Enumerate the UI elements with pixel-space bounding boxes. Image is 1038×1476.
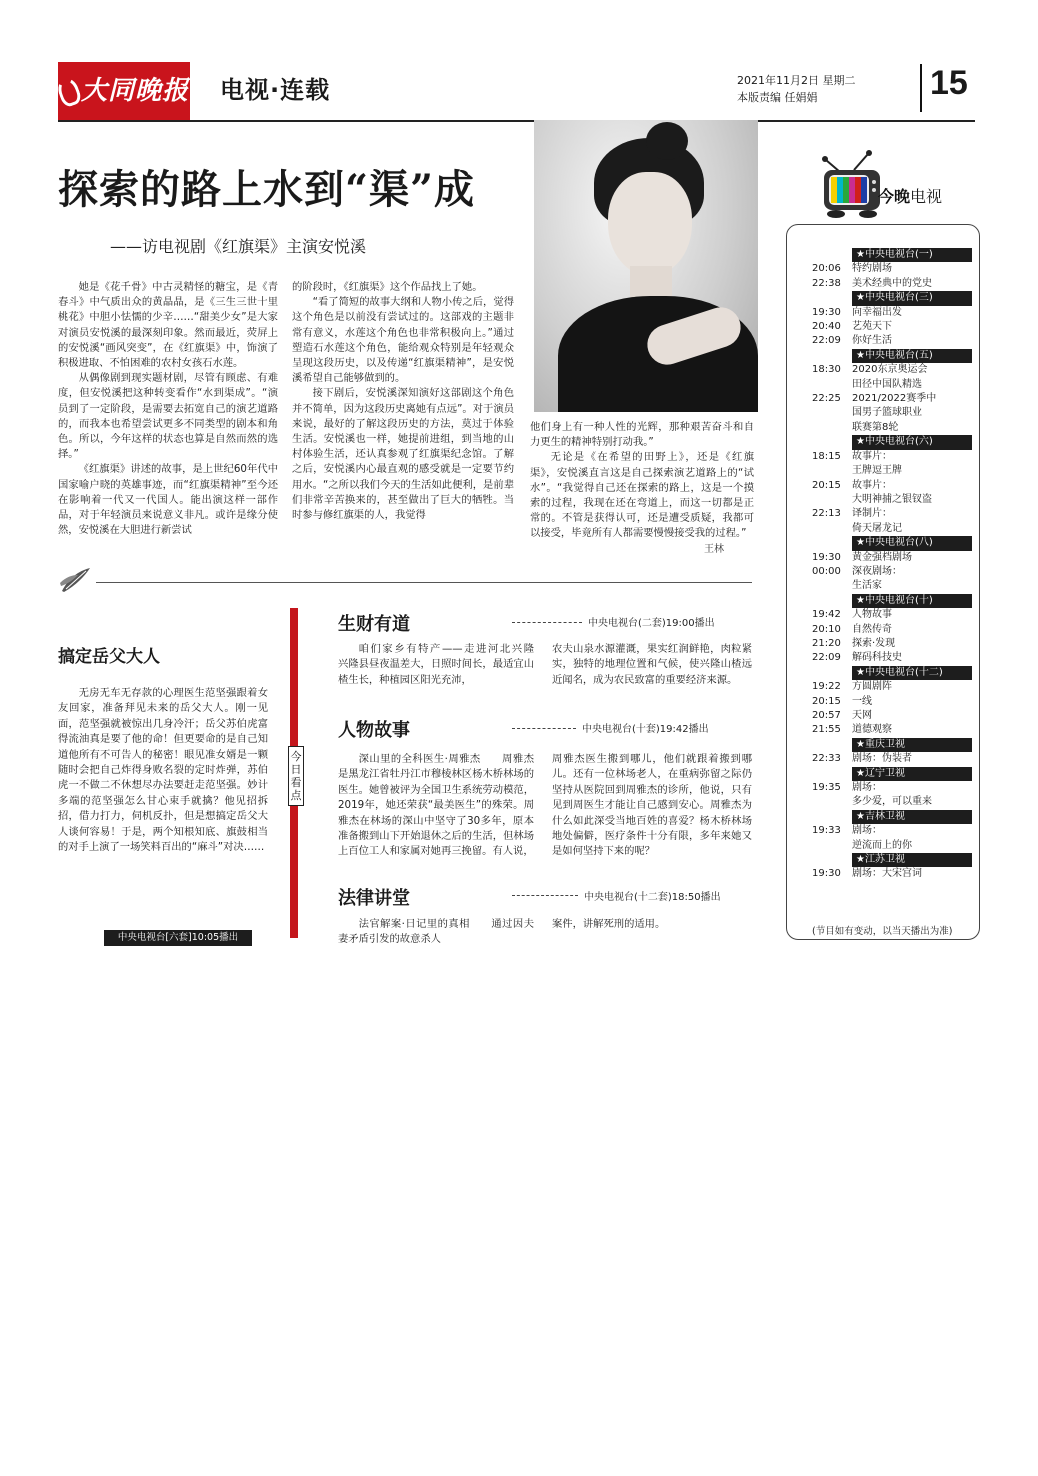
guide-program: 国男子篮球职业 — [852, 407, 922, 419]
program-text-left — [338, 752, 534, 860]
guide-time: 19:30 — [812, 551, 841, 563]
guide-item — [812, 680, 972, 694]
program-title: 法律讲堂 — [338, 888, 410, 909]
guide-item — [812, 479, 972, 493]
guide-program: 艺苑天下 — [852, 321, 892, 333]
program-title: 生财有道 — [338, 614, 410, 635]
paragraph: 无论是《在希望的田野上》，还是《红旗渠》，安悦溪直言这是自己探索演艺道路上的“试水”。“我觉得自己还在探索的路上，这是一个摸索的过程，我现在还在弯道上，而这一切都是正常的。不管是获得认可，还是遭受质疑，我都可以接受，毕竟所有人都需要慢慢接受我的过程。” — [530, 451, 754, 540]
guide-item — [812, 320, 972, 334]
guide-program: 剧场：大宋宫词 — [852, 868, 922, 880]
guide-item — [812, 421, 972, 435]
guide-item — [812, 464, 972, 478]
article-byline: 王林 — [704, 544, 724, 555]
guide-item — [812, 262, 972, 276]
guide-item — [812, 378, 972, 392]
paragraph: 咱们家乡有特产——走进河北兴隆 兴隆县昼夜温差大，日照时间长，最适宜山楂生长，种植园区阳光充沛， — [338, 643, 555, 686]
program-broadcast-info: 中央电视台(十二套)18:50播出 — [584, 892, 721, 903]
guide-program: 译制片： — [852, 508, 892, 520]
guide-time — [812, 579, 852, 593]
article-column-3 — [530, 420, 754, 542]
guide-program: 生活家 — [852, 580, 882, 592]
guide-time — [812, 795, 852, 809]
guide-time: 20:15 — [812, 479, 841, 491]
channel-header: ★辽宁卫视 — [852, 767, 972, 781]
guide-item — [812, 623, 972, 637]
guide-item — [812, 795, 972, 809]
header-rule — [58, 120, 975, 122]
channel-header: ★中央电视台(三) — [852, 291, 972, 305]
newspaper-logo — [58, 62, 190, 120]
page-number: 15 — [930, 64, 968, 102]
guide-program: 自然传奇 — [852, 623, 892, 635]
guide-item — [812, 781, 972, 795]
guide-item — [812, 651, 972, 665]
guide-item — [812, 723, 972, 737]
guide-time — [812, 839, 852, 853]
guide-time: 22:38 — [812, 277, 841, 289]
tonight-tv-title — [878, 184, 942, 207]
program-rule — [512, 728, 576, 730]
channel-header: ★重庆卫视 — [852, 738, 972, 752]
tv-title-part: 电视 — [910, 187, 943, 206]
paragraph: 深山里的全科医生·周雅杰 周雅杰是黑龙江省牡丹江市穆棱林区杨木桥林场的医生。她曾被评为全国卫生系统劳动模范，2019年，她还荣获“最美医生”的殊荣。周雅杰在林场的深山中坚守了30多年，原本准备搬到山下开始退休之后的生活，但林场上百位工人和家属对她再三挽留。有人说， — [338, 753, 534, 858]
header-divider — [920, 64, 922, 112]
program-rule — [512, 622, 582, 624]
guide-time: 19:30 — [812, 868, 841, 880]
guide-item — [812, 306, 972, 320]
flame-icon — [55, 75, 83, 108]
guide-item — [812, 406, 972, 420]
article-column-1 — [58, 280, 278, 538]
paragraph: 农夫山泉水源灌溉，果实红润鲜艳，肉粒紧实，独特的地理位置和气候，使兴隆山楂远近闻名，成为农民致富的重要经济来源。 — [552, 643, 752, 686]
side-story-broadcast-tag: 中央电视台[六套]10:05播出 — [104, 930, 252, 946]
logo-text: 大同晚报 — [80, 76, 189, 106]
section-rule — [96, 582, 752, 583]
program-text-left — [338, 917, 534, 948]
guide-time: 19:42 — [812, 609, 841, 621]
guide-program: 2020东京奥运会 — [852, 364, 928, 376]
guide-time: 19:33 — [812, 825, 841, 837]
guide-time — [812, 464, 852, 478]
guide-item — [812, 839, 972, 853]
article-column-2 — [292, 280, 514, 523]
guide-program: 多少爱，可以重来 — [852, 796, 932, 808]
channel-header: ★中央电视台(十二) — [852, 666, 972, 680]
program-text-right — [552, 752, 752, 860]
program-title: 人物故事 — [338, 720, 410, 741]
date-editor-block — [737, 72, 856, 106]
guide-item — [812, 522, 972, 536]
guide-program: 剧场： — [852, 825, 882, 837]
guide-item — [812, 392, 972, 406]
guide-time — [812, 406, 852, 420]
issue-date: 2021年11月2日 星期二 — [737, 74, 856, 87]
guide-item — [812, 637, 972, 651]
guide-time: 20:10 — [812, 623, 841, 635]
program-text-left — [338, 642, 555, 688]
guide-program: 剧场：伪装者 — [852, 753, 912, 765]
guide-program: 道德观察 — [852, 724, 892, 736]
guide-item — [812, 608, 972, 622]
paragraph: 他们身上有一种人性的光辉，那种艰苦奋斗和自力更生的精神特别打动我。” — [530, 421, 754, 449]
guide-item — [812, 507, 972, 521]
guide-time: 22:13 — [812, 508, 841, 520]
guide-program: 王牌逗王牌 — [852, 465, 902, 477]
guide-item — [812, 493, 972, 507]
guide-time: 22:25 — [812, 393, 841, 405]
guide-time: 20:40 — [812, 321, 841, 333]
channel-header: ★江苏卫视 — [852, 853, 972, 867]
guide-time: 20:06 — [812, 263, 841, 275]
guide-program: 你好生活 — [852, 335, 892, 347]
guide-program: 黄金强档剧场 — [852, 551, 912, 563]
channel-header: ★中央电视台(八) — [852, 536, 972, 550]
guide-program: 故事片： — [852, 450, 892, 462]
tv-guide-list — [812, 248, 972, 882]
guide-program: 剧场： — [852, 782, 882, 794]
guide-program: 探索·发现 — [852, 637, 896, 649]
guide-time: 20:15 — [812, 695, 841, 707]
paragraph: 的阶段时，《红旗渠》这个作品找上了她。 — [292, 281, 483, 293]
guide-item — [812, 565, 972, 579]
guide-item — [812, 752, 972, 766]
guide-program: 倚天屠龙记 — [852, 522, 902, 534]
guide-item — [812, 579, 972, 593]
editor-credit: 本版责编 任娟娟 — [737, 91, 818, 104]
guide-program: 大明神捕之银钗盗 — [852, 493, 932, 505]
guide-time: 22:09 — [812, 335, 841, 347]
guide-item — [812, 277, 972, 291]
guide-item — [812, 334, 972, 348]
guide-time: 21:20 — [812, 637, 841, 649]
guide-program: 向幸福出发 — [852, 306, 902, 318]
program-text-right — [552, 917, 752, 932]
guide-time: 18:15 — [812, 450, 841, 462]
paragraph: “看了简短的故事大纲和人物小传之后，觉得这个角色是以前没有尝试过的。这部戏的主题非常有意义，水莲这个角色也非常积极向上。”通过塑造石水莲这个角色，能给观众特别是年轻观众呈现这段历史，以及传递“红旗渠精神”，是安悦溪希望自己能够做到的。 — [292, 296, 514, 385]
guide-time: 00:00 — [812, 565, 841, 577]
guide-program: 联赛第8轮 — [852, 421, 899, 433]
guide-item — [812, 824, 972, 838]
guide-program: 田径中国队精选 — [852, 378, 922, 390]
guide-item — [812, 551, 972, 565]
paragraph: 她是《花千骨》中古灵精怪的糖宝，是《青春斗》中气质出众的黄晶晶，是《三生三世十里桃花》中胆小怯懦的少辛……“甜美少女”是大家对演员安悦溪的最深刻印象。然而最近，荧屏上的安悦溪“画风突变”，在《红旗渠》中，饰演了积极进取、不怕困难的农村女孩石水莲。 — [58, 281, 278, 370]
guide-program: 深夜剧场： — [852, 565, 902, 577]
guide-time: 22:09 — [812, 652, 841, 664]
guide-program: 特约剧场 — [852, 263, 892, 275]
guide-program: 人物故事 — [852, 609, 892, 621]
paragraph: 从偶像剧到现实题材剧，尽管有顾虑、有难度，但安悦溪把这种转变看作“水到渠成”。“演员到了一定阶段，是需要去拓宽自己的演艺道路的，而我本也希望尝试更多不同类型的剧本和角色。所以，今年这样的状态也算是自然而然的选择。” — [58, 372, 278, 461]
paragraph: 《红旗渠》讲述的故事，是上世纪60年代中国家喻户晓的英雄事迹，而“红旗渠精神”至今还在影响着一代又一代国人。能出演这样一部作品，对于年轻演员来说意义非凡。或许是缘分使然，安悦溪在大胆进行新尝试 — [58, 463, 278, 537]
program-text-right — [552, 642, 752, 688]
guide-item — [812, 450, 972, 464]
program-broadcast-info: 中央电视台(二套)19:00播出 — [588, 618, 715, 629]
guide-time: 19:30 — [812, 306, 841, 318]
guide-program: 美术经典中的党史 — [852, 277, 932, 289]
guide-time — [812, 378, 852, 392]
today-highlights-label: 今日看点 — [288, 746, 304, 806]
channel-header: ★吉林卫视 — [852, 810, 972, 824]
guide-time: 20:57 — [812, 710, 841, 721]
side-story-text — [58, 686, 268, 855]
paragraph: 周雅杰医生搬到哪儿，他们就跟着搬到哪儿。还有一位林场老人，在重病弥留之际仍坚持从医院回到周雅杰的诊所，他说，只有见到周医生才能让自己感到安心。周雅杰为什么如此深受当地百姓的喜爱？杨木桥林场地处偏僻，医疗条件十分有限，多年来她又是如何坚持下来的呢？ — [552, 753, 752, 858]
guide-time: 19:35 — [812, 782, 841, 794]
channel-header: ★中央电视台(一) — [852, 248, 972, 262]
paragraph: 无房无车无存款的心理医生范坚强跟着女友回家，准备拜见未来的岳父大人。刚一见面，范坚强就被惊出几身冷汗；岳父苏伯虎富得流油真是要了他的命！但更要命的是自己知道他所有不可告人的秘密！眼见准女婿是一颗随时会把自己炸得身败名裂的定时炸弹，苏伯虎一不做二不休想尽办法要赶走范坚强。妙计多端的范坚强怎么甘心束手就擒？他见招拆招，借力打力，伺机反扑，但是想搞定岳父大人谈何容易！于是，两个知根知底、旗鼓相当的对手上演了一场笑料百出的“麻斗”对决…… — [58, 687, 268, 854]
paragraph: 法官解案·日记里的真相 通过因夫妻矛盾引发的故意杀人 — [338, 918, 534, 946]
guide-time: 19:22 — [812, 681, 841, 693]
article-subheadline: ——访电视剧《红旗渠》主演安悦溪 — [110, 237, 367, 256]
tv-title-part: 今晚 — [878, 187, 911, 206]
guide-item — [812, 363, 972, 377]
guide-time — [812, 493, 852, 507]
paragraph: 案件，讲解死刑的适用。 — [552, 918, 666, 930]
section-title: 电视·连载 — [220, 76, 331, 104]
guide-program: 天网 — [852, 710, 872, 721]
program-broadcast-info: 中央电视台(十套)19:42播出 — [582, 724, 709, 735]
guide-program: 故事片： — [852, 479, 892, 491]
side-story-title: 搞定岳父大人 — [58, 647, 160, 667]
channel-header: ★中央电视台(五) — [852, 349, 972, 363]
guide-program: 2021/2022赛季中 — [852, 393, 937, 405]
guide-time — [812, 421, 852, 435]
actress-photo — [534, 120, 758, 412]
guide-time: 22:33 — [812, 753, 841, 765]
feather-ornament-icon — [58, 565, 94, 595]
guide-program: 方圆剧阵 — [852, 681, 892, 693]
channel-header: ★中央电视台(十) — [852, 594, 972, 608]
guide-time — [812, 522, 852, 536]
guide-program: 逆流而上的你 — [852, 839, 912, 851]
guide-item — [812, 867, 972, 881]
guide-time: 21:55 — [812, 724, 841, 736]
paragraph: 接下剧后，安悦溪深知演好这部剧这个角色并不简单，因为这段历史离她有点远”。对于演员来说，最好的了解这段历史的方法，莫过于体验生活。安悦溪也一样，她提前进组，到当地的山村体验生活，还认真参观了红旗渠纪念馆。了解之后，安悦溪内心最直观的感受就是一定要节约用水。“之所以我们今天的生活如此便利，是前辈们非常辛苦换来的，甚至做出了巨大的牺牲。当时参与修红旗渠的人，我觉得 — [292, 387, 514, 522]
guide-time: 18:30 — [812, 364, 841, 376]
guide-note: (节目如有变动，以当天播出为准) — [812, 926, 953, 937]
guide-program: 解码科技史 — [852, 652, 902, 664]
guide-item — [812, 695, 972, 709]
guide-item — [812, 709, 972, 723]
program-rule — [512, 895, 578, 897]
guide-program: 一线 — [852, 695, 872, 707]
channel-header: ★中央电视台(六) — [852, 435, 972, 449]
article-headline: 探索的路上水到“渠”成 — [58, 166, 476, 213]
